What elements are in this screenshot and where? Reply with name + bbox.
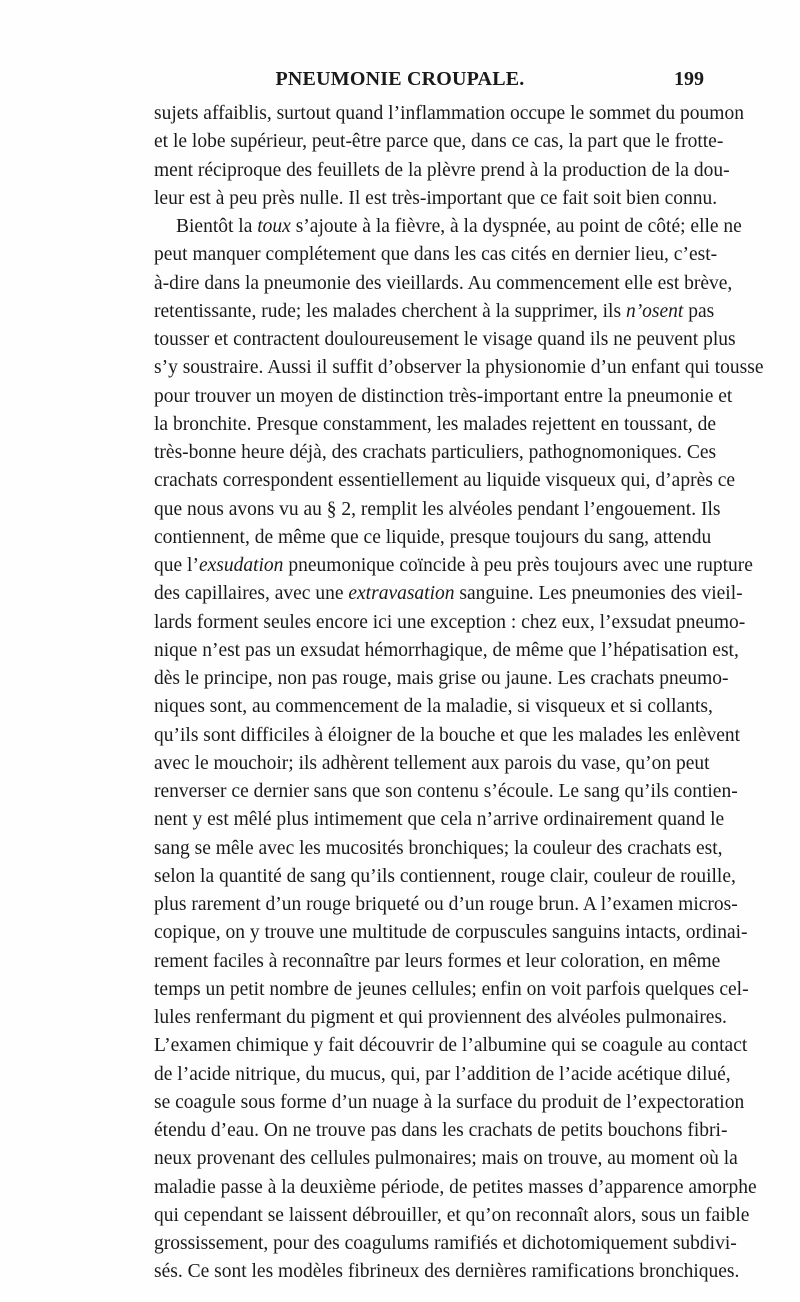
text-line: peut manquer complétement que dans les cas cités en dernier lieu, c’est- <box>154 244 718 266</box>
text-line: selon la quantité de sang qu’ils contiennent, rouge clair, couleur de rouille, <box>154 865 736 887</box>
text-line: des capillaires, avec une extravasation sanguine. Les pneumonies des vieil- <box>154 583 743 605</box>
text-line: ment réciproque des feuillets de la plèvre prend à la production de la dou- <box>154 159 730 181</box>
text-line: leur est à peu près nulle. Il est très-important que ce fait soit bien connu. <box>154 187 718 209</box>
text-line: sujets affaiblis, surtout quand l’inflammation occupe le sommet du poumon <box>154 103 744 124</box>
text-line: nique n’est pas un exsudat hémorrhagique, de même que l’hépatisation est, <box>154 639 739 661</box>
text-line: à-dire dans la pneumonie des vieillards. Au commencement elle est brève, <box>154 272 733 294</box>
text-line: nent y est mêlé plus intimement que cela n’arrive ordinairement quand le <box>154 809 725 831</box>
text-line: sés. Ce sont les modèles fibrineux des dernières ramifications bronchiques. <box>154 1261 740 1283</box>
text-line: très-bonne heure déjà, des crachats particuliers, pathognomoniques. Ces <box>154 442 717 463</box>
text-line: L’examen chimique y fait découvrir de l’albumine qui se coagule au contact <box>154 1035 748 1057</box>
text-line: avec le mouchoir; ils adhèrent tellement aux parois du vase, qu’on peut <box>154 752 710 774</box>
text-line: maladie passe à la deuxième période, de petites masses d’apparence amorphe <box>154 1176 757 1198</box>
text-line: Bientôt la toux s’ajoute à la fièvre, à la dyspnée, au point de côté; elle ne <box>176 216 742 237</box>
page-header <box>0 68 800 94</box>
text-line: grossissement, pour des coagulums ramifiés et dichotomiquement subdivi- <box>154 1233 737 1254</box>
text-line: étendu d’eau. On ne trouve pas dans les crachats de petits bouchons fibri- <box>154 1120 728 1141</box>
text-line: qu’ils sont difficiles à éloigner de la bouche et que les malades les enlèvent <box>154 724 741 746</box>
text-line: dès le principe, non pas rouge, mais grise ou jaune. Les crachats pneumo- <box>154 668 729 689</box>
text-line: lards forment seules encore ici une exception : chez eux, l’exsudat pneumo- <box>154 611 746 633</box>
text-line: retentissante, rude; les malades cherchent à la supprimer, ils n’osent pas <box>154 300 715 322</box>
text-line: que nous avons vu au § 2, remplit les alvéoles pendant l’engouement. Ils <box>154 498 721 520</box>
text-line: se coagule sous forme d’un nuage à la surface du produit de l’expectoration <box>154 1091 745 1113</box>
text-line: contiennent, de même que ce liquide, presque toujours du sang, attendu <box>154 526 712 548</box>
text-line: plus rarement d’un rouge briqueté ou d’un rouge brun. A l’examen micros- <box>154 894 738 915</box>
text-line: pour trouver un moyen de distinction très-important entre la pneumonie et <box>154 385 733 407</box>
text-line: rement faciles à reconnaître par leurs formes et leur coloration, en même <box>154 950 721 972</box>
text-line: lules renfermant du pigment et qui proviennent des alvéoles pulmonaires. <box>154 1007 727 1028</box>
text-line: temps un petit nombre de jeunes cellules; enfin on voit parfois quelques cel- <box>154 978 749 1000</box>
text-line: copique, on y trouve une multitude de corpuscules sanguins intacts, ordinai- <box>154 922 748 944</box>
text-line: et le lobe supérieur, peut-être parce que, dans ce cas, la part que le frotte- <box>154 131 724 153</box>
text-line: crachats correspondent essentiellement au liquide visqueux qui, d’après ce <box>154 470 736 492</box>
text-line: qui cependant se laissent débrouiller, et qu’on reconnaît alors, sous un faible <box>154 1204 750 1226</box>
text-line: que l’exsudation pneumonique coïncide à peu près toujours avec une rupture <box>154 555 753 576</box>
body-text <box>154 100 764 1287</box>
text-line: sang se mêle avec les mucosités bronchiques; la couleur des crachats est, <box>154 837 723 859</box>
text-line: niques sont, au commencement de la maladie, si visqueux et si collants, <box>154 696 713 718</box>
text-line: s’y soustraire. Aussi il suffit d’observer la physionomie d’un enfant qui tousse <box>154 357 764 379</box>
text-line: neux provenant des cellules pulmonaires; mais on trouve, au moment où la <box>154 1148 738 1170</box>
running-title: PNEUMONIE CROUPALE. <box>275 68 525 90</box>
text-line: tousser et contractent douloureusement le visage quand ils ne peuvent plus <box>154 329 736 350</box>
text-line: la bronchite. Presque constamment, les malades rejettent en toussant, de <box>154 413 717 435</box>
page-number: 199 <box>674 68 704 90</box>
text-line: de l’acide nitrique, du mucus, qui, par l’addition de l’acide acétique dilué, <box>154 1063 731 1085</box>
text-line: renverser ce dernier sans que son contenu s’écoule. Le sang qu’ils contien- <box>154 781 738 802</box>
